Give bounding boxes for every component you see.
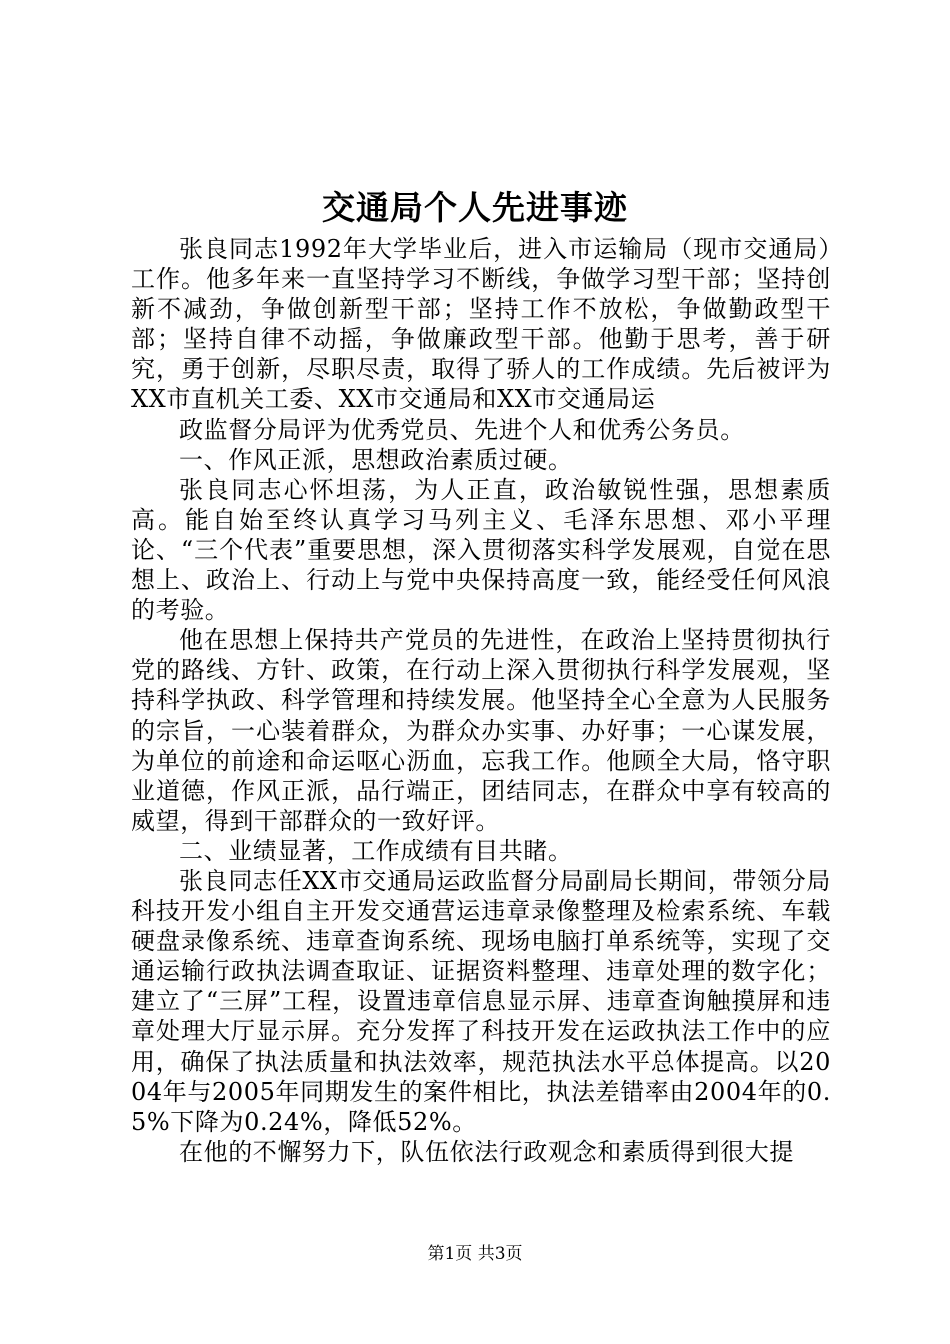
section-heading-1: 一、作风正派，思想政治素质过硬。 (179, 445, 573, 474)
paragraph-intro: 张良同志1992年大学毕业后，进入市运输局（现市交通局）工作。他多年来一直坚持学习不断线，争做学习型干部；坚持创新不减劲，争做创新型干部；坚持工作不放松，争做勤政型干部；坚持自律不动摇，争做廉政型干部。他勤于思考，善于研究，勇于创新，尽职尽责，取得了骄人的工作成绩。先后被评为XX市直机关工委、XX市交通局和XX市交通局运 (131, 235, 831, 414)
document-body (131, 234, 831, 1167)
paragraph-section-2b: 在他的不懈努力下，队伍依法行政观念和素质得到很大提 (179, 1137, 794, 1166)
paragraph-section-1a: 张良同志心怀坦荡，为人正直，政治敏锐性强，思想素质高。能自始至终认真学习马列主义、毛泽东思想、邓小平理论、“三个代表”重要思想，深入贯彻落实科学发展观，自觉在思想上、政治上、行动上与党中央保持高度一致，能经受任何风浪的考验。 (131, 475, 831, 625)
paragraph-section-1b: 他在思想上保持共产党员的先进性，在政治上坚持贯彻执行党的路线、方针、政策，在行动上深入贯彻执行科学发展观，坚持科学执政、科学管理和持续发展。他坚持全心全意为人民服务的宗旨，一心装着群众，为群众办实事、办好事；一心谋发展，为单位的前途和命运呕心沥血，忘我工作。他顾全大局，恪守职业道德，作风正派，品行端正，团结同志，在群众中享有较高的威望，得到干部群众的一致好评。 (131, 626, 831, 835)
page-number-footer: 第1页 共3页 (427, 1244, 523, 1264)
section-heading-2: 二、业绩显著，工作成绩有目共睹。 (179, 836, 573, 865)
paragraph-intro-continued: 政监督分局评为优秀党员、先进个人和优秀公务员。 (179, 415, 745, 444)
paragraph-section-2a: 张良同志任XX市交通局运政监督分局副局长期间，带领分局科技开发小组自主开发交通营运违章录像整理及检索系统、车载硬盘录像系统、违章查询系统、现场电脑打单系统等，实现了交通运输行政执法调查取证、证据资料整理、违章处理的数字化；建立了“三屏”工程，设置违章信息显示屏、违章查询触摸屏和违章处理大厅显示屏。充分发挥了科技开发在运政执法工作中的应用，确保了执法质量和执法效率，规范执法水平总体提高。以2004年与2005年同期发生的案件相比，执法差错率由2004年的0.5%下降为0.24%，降低52%。 (131, 866, 831, 1136)
document-title: 交通局个人先进事迹 (322, 188, 628, 227)
